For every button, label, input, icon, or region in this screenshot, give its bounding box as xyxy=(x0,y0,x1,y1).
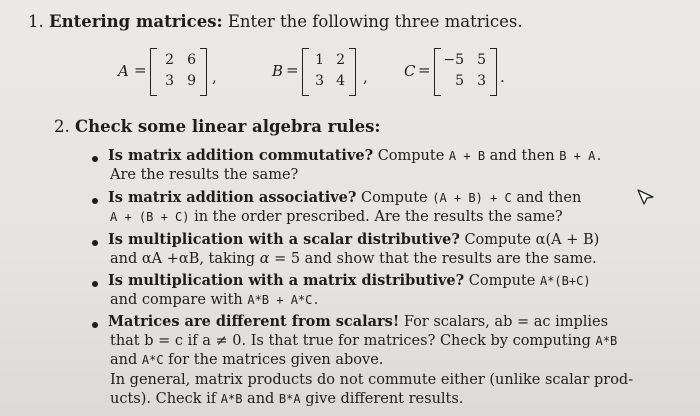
item-text: and then xyxy=(489,148,555,164)
matrix-cell: 2 xyxy=(165,52,174,68)
bullet-icon xyxy=(92,156,98,162)
item-2-line-1 xyxy=(108,189,581,206)
item-2-line-2 xyxy=(110,209,563,225)
code-snippet: B + A. xyxy=(559,149,603,163)
bullet-icon xyxy=(92,281,98,287)
item-1-title: Is matrix addition commutative? xyxy=(108,147,374,164)
matrix-b-name: B xyxy=(272,62,284,80)
item-text: ucts). Check if xyxy=(110,391,217,407)
item-text: for the matrices given above. xyxy=(168,352,384,368)
left-bracket xyxy=(434,48,441,96)
item-text: Compute xyxy=(377,148,445,164)
item-2-title: Is matrix addition associative? xyxy=(108,189,357,206)
item-text: give different results. xyxy=(305,391,464,407)
item-1-line-2: Are the results the same? xyxy=(110,167,299,183)
matrix-c xyxy=(404,46,544,98)
item-4-line-2 xyxy=(110,292,320,308)
matrix-a xyxy=(118,46,248,98)
matrix-b-equals: = xyxy=(286,61,299,79)
item-text: Compute xyxy=(468,273,536,289)
matrix-c-equals: = xyxy=(418,61,431,79)
section-1-instruction: Enter the following three matrices. xyxy=(227,12,523,31)
item-text: Compute xyxy=(361,190,428,206)
code-snippet: A*B xyxy=(220,392,243,406)
item-5-line-5 xyxy=(110,391,463,407)
item-text: and αA +αB, taking xyxy=(110,251,256,267)
math-expression: α(A + B) xyxy=(535,232,600,248)
matrix-cell: 6 xyxy=(187,52,196,68)
section-1-title: Entering matrices: xyxy=(49,12,223,31)
code-snippet: A*(B+C) xyxy=(539,274,591,288)
bullet-icon xyxy=(92,240,98,246)
item-text: Compute xyxy=(464,232,532,248)
item-text: that b = c if a ≠ 0. Is that true for matrices? Check by computing xyxy=(110,333,591,349)
item-4-title: Is multiplication with a matrix distributive? xyxy=(108,272,465,289)
matrix-c-name: C xyxy=(404,62,416,80)
item-5-line-3 xyxy=(110,352,383,368)
matrix-cell: 3 xyxy=(315,73,324,89)
item-text: and xyxy=(247,391,275,407)
matrix-cell: 1 xyxy=(315,52,324,68)
matrix-b xyxy=(272,46,402,98)
bullet-icon xyxy=(92,322,98,328)
section-2-title: Check some linear algebra rules: xyxy=(75,117,381,136)
right-bracket xyxy=(490,48,497,96)
mouse-pointer-icon xyxy=(636,187,656,207)
code-snippet: A*B xyxy=(595,334,618,348)
item-3-title: Is multiplication with a scalar distributive? xyxy=(108,231,460,248)
right-bracket xyxy=(200,48,207,96)
code-snippet: (A + B) + C xyxy=(432,191,512,205)
item-4-line-1 xyxy=(108,272,591,289)
code-snippet: A*C xyxy=(141,353,164,367)
item-text: and xyxy=(110,352,138,368)
code-snippet: A*B + A*C. xyxy=(247,293,320,307)
item-5-line-2 xyxy=(110,333,617,349)
matrix-b-punct: , xyxy=(363,68,368,86)
matrix-cell: 3 xyxy=(165,73,174,89)
matrix-a-equals: = xyxy=(134,61,147,79)
item-text: = 5 and show that the results are the same. xyxy=(274,251,597,267)
item-text: and compare with xyxy=(110,292,243,308)
item-5-title: Matrices are different from scalars! xyxy=(108,313,400,330)
item-text: in the order prescribed. Are the results the same? xyxy=(194,209,563,225)
bullet-icon xyxy=(92,198,98,204)
matrix-a-name: A xyxy=(118,62,129,80)
code-snippet: A + B xyxy=(448,149,486,163)
section-2-number: 2. xyxy=(54,117,70,136)
matrix-cell: 5 xyxy=(477,52,486,68)
matrix-c-punct: . xyxy=(500,68,505,86)
matrix-cell: −5 xyxy=(443,52,464,68)
right-bracket xyxy=(349,48,356,96)
math-symbol: α xyxy=(259,251,270,267)
item-5-line-4: In general, matrix products do not commute either (unlike scalar prod- xyxy=(110,372,634,388)
code-snippet: A + (B + C) xyxy=(110,210,190,224)
matrix-cell: 2 xyxy=(336,52,345,68)
section-2-heading xyxy=(54,117,381,136)
item-5-line-1 xyxy=(108,313,608,330)
item-1-line-1 xyxy=(108,147,603,164)
item-3-line-2 xyxy=(110,251,597,267)
matrix-cell: 9 xyxy=(187,73,196,89)
item-text: and then xyxy=(516,190,582,206)
matrix-cell: 4 xyxy=(336,73,345,89)
matrix-cell: 3 xyxy=(477,73,486,89)
item-text: For scalars, ab = ac implies xyxy=(403,314,609,330)
section-1-number: 1. xyxy=(28,12,44,31)
matrix-a-punct: , xyxy=(212,68,217,86)
matrix-cell: 5 xyxy=(455,73,464,89)
item-3-line-1 xyxy=(108,231,599,248)
section-1-heading xyxy=(28,12,523,31)
code-snippet: B*A xyxy=(278,392,301,406)
